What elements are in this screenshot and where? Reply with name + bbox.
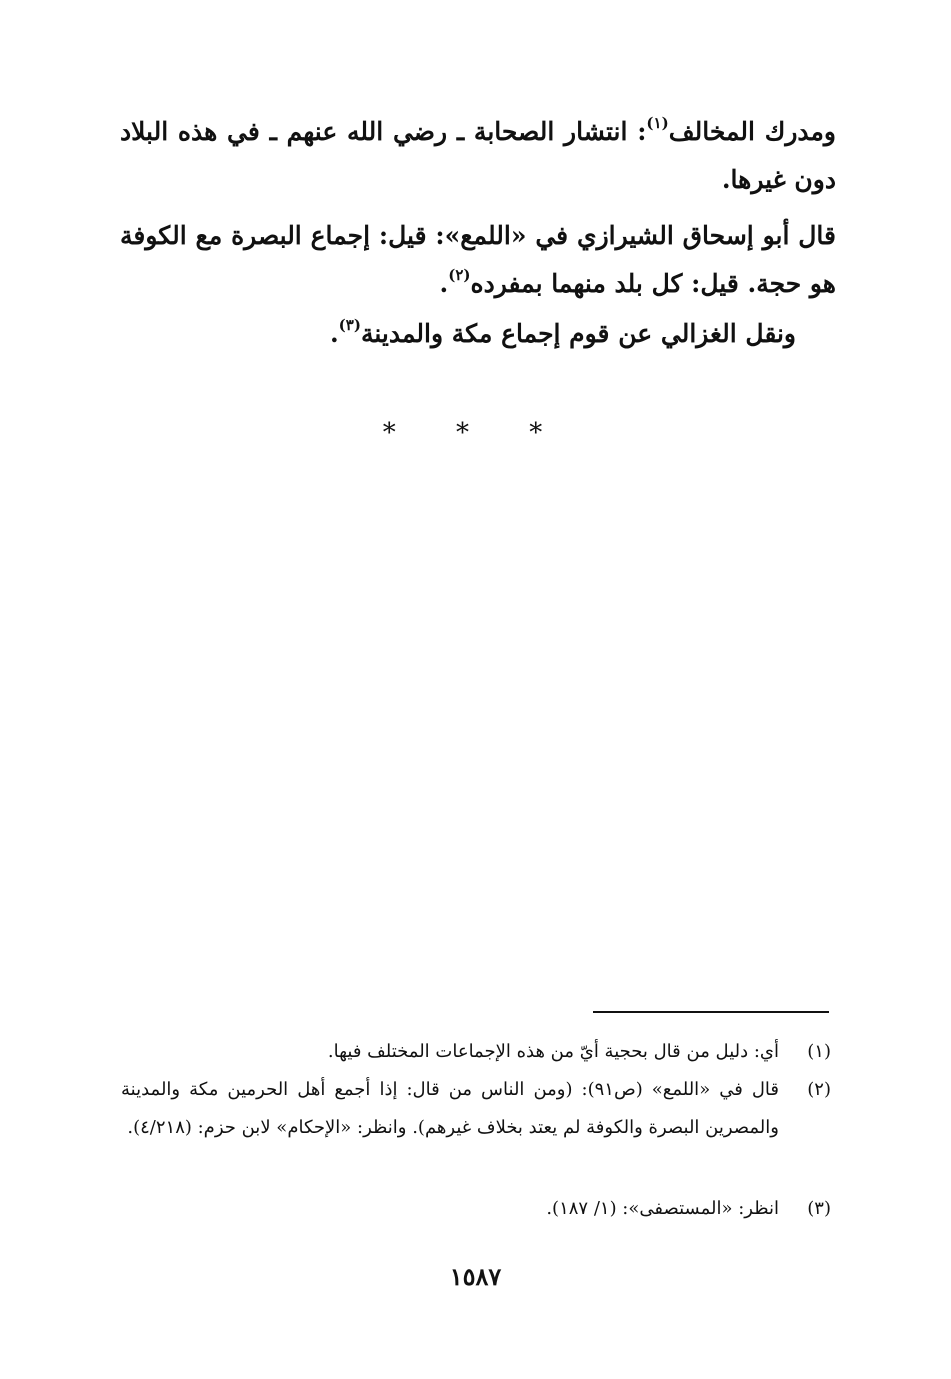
footnote-3-text: انظر: «المستصفى»: (١/ ١٨٧). <box>546 1198 779 1219</box>
footnote-1-number: (١) <box>807 1041 831 1062</box>
paragraph-2-text: قال أبو إسحاق الشيرازي في «اللمع»: قيل: إجماع البصرة مع الكوفة هو حجة. قيل: كل بلد منهما بمفرده <box>120 221 836 298</box>
footnote-2-number: (٢) <box>807 1079 831 1100</box>
paragraph-3 <box>120 310 796 358</box>
footnote-rule <box>593 1011 829 1013</box>
footnote-2-text: قال في «اللمع» (ص٩١): (ومن الناس من قال: إذا أجمع أهل الحرمين مكة والمدينة والمصرين البصرة والكوفة لم يعتد بخلاف غيرهم). وانظر: «الإحكام» لابن حزم: (٤/٢١٨). <box>121 1079 779 1138</box>
paragraph-3-text: ونقل الغزالي عن قوم إجماع مكة والمدينة <box>360 319 796 348</box>
footnote-3-number: (٣) <box>807 1198 831 1219</box>
footnote-ref-3[interactable]: (٣) <box>338 316 361 334</box>
paragraph-2-end: . <box>439 269 449 298</box>
footnote-ref-1[interactable]: (١) <box>646 114 669 132</box>
footnote-3 <box>121 1190 831 1228</box>
paragraph-1-text: ومدرك المخالف <box>668 117 836 146</box>
page-number: ١٥٨٧ <box>449 1262 502 1291</box>
paragraph-1-rest: : انتشار الصحابة ـ رضي الله عنهم ـ في هذه البلاد دون غيرها. <box>120 117 836 194</box>
paragraph-2 <box>120 212 836 308</box>
footnote-1 <box>121 1033 831 1071</box>
footnote-2 <box>121 1071 831 1147</box>
footnote-1-text: أي: دليل من قال بحجية أيّ من هذه الإجماعات المختلف فيها. <box>327 1041 779 1062</box>
paragraph-3-end: . <box>329 319 339 348</box>
footnote-ref-2[interactable]: (٢) <box>448 266 471 284</box>
section-separator: * * * <box>382 418 569 448</box>
paragraph-1 <box>120 108 836 204</box>
